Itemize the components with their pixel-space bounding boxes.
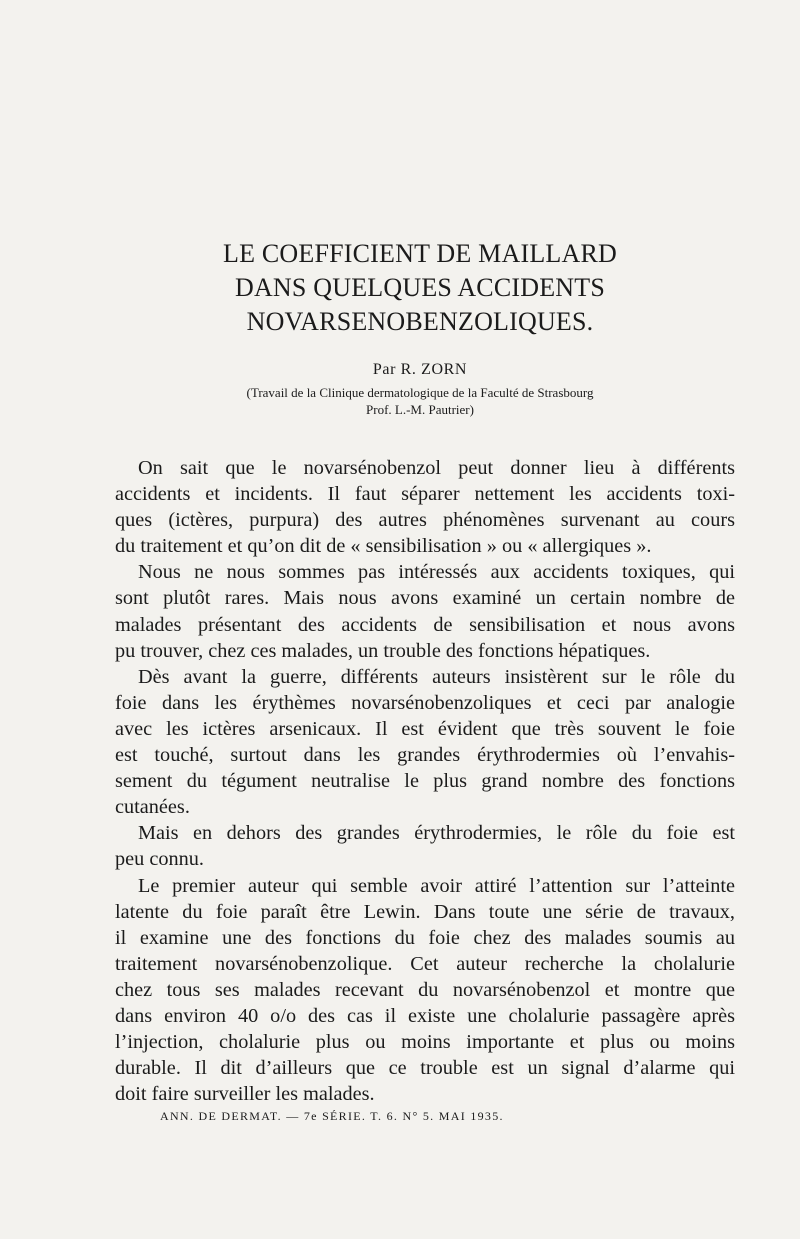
body-line: On sait que le novarsénobenzol peut donner lieu à différents — [138, 457, 735, 479]
journal-footer: ANN. DE DERMAT. — 7e SÉRIE. T. 6. N° 5. MAI 1935. — [160, 1109, 504, 1123]
affiliation-line: Prof. L.-M. Pautrier) — [366, 402, 474, 417]
body-line: latente du foie paraît être Lewin. Dans toute une série de travaux, — [115, 900, 735, 923]
body-line: sement du tégument neutralise le plus grand nombre des fonctions — [115, 770, 735, 793]
body-line: sont plutôt rares. Mais nous avons examiné un certain nombre de — [115, 587, 735, 610]
body-line: foie dans les érythèmes novarsénobenzoliques et ceci par analogie — [115, 691, 735, 714]
article-title — [0, 237, 800, 339]
body-line: est touché, surtout dans les grandes érythrodermies où l’envahis- — [115, 744, 735, 767]
body-line: malades présentant des accidents de sensibilisation et nous avons — [115, 613, 735, 636]
body-line: durable. Il dit d’ailleurs que ce trouble est un signal d’alarme qui — [115, 1057, 735, 1080]
body-line: du traitement et qu’on dit de « sensibilisation » ou « allergiques ». — [115, 535, 652, 558]
body-line: Mais en dehors des grandes érythrodermies, le rôle du foie est — [138, 822, 735, 845]
body-line: peu connu. — [115, 848, 204, 871]
article-body — [115, 455, 735, 1107]
body-line: dans environ 40 o/o des cas il existe une cholalurie passagère après — [115, 1004, 735, 1027]
title-line: DANS QUELQUES ACCIDENTS — [234, 273, 606, 302]
body-line: cutanées. — [115, 796, 190, 819]
body-line: accidents et incidents. Il faut séparer nettement les accidents toxi- — [115, 483, 735, 506]
body-line: avec les ictères arsenicaux. Il est évident que très souvent le foie — [115, 717, 735, 740]
body-line: Nous ne nous sommes pas intéressés aux accidents toxiques, qui — [138, 561, 735, 584]
title-line: LE COEFFICIENT DE MAILLARD — [223, 239, 617, 268]
body-line: traitement novarsénobenzolique. Cet auteur recherche la cholalurie — [115, 952, 735, 975]
body-line: pu trouver, chez ces malades, un trouble des fonctions hépatiques. — [115, 639, 651, 662]
body-line: doit faire surveiller les malades. — [115, 1083, 375, 1106]
body-line: Dès avant la guerre, différents auteurs insistèrent sur le rôle du — [138, 665, 735, 688]
author-affiliation — [0, 384, 800, 418]
body-line: chez tous ses malades recevant du novarsénobenzol et montre que — [115, 978, 735, 1001]
author-byline: Par R. ZORN — [372, 361, 468, 378]
affiliation-line: (Travail de la Clinique dermatologique de la Faculté de Strasbourg — [246, 385, 594, 400]
body-line: Le premier auteur qui semble avoir attiré l’attention sur l’atteinte — [138, 874, 735, 897]
body-line: l’injection, cholalurie plus ou moins importante et plus ou moins — [115, 1031, 735, 1054]
body-line: il examine une des fonctions du foie chez des malades soumis au — [115, 926, 735, 949]
body-line: ques (ictères, purpura) des autres phénomènes survenant au cours — [115, 509, 735, 532]
title-line: NOVARSENOBENZOLIQUES. — [246, 307, 594, 336]
